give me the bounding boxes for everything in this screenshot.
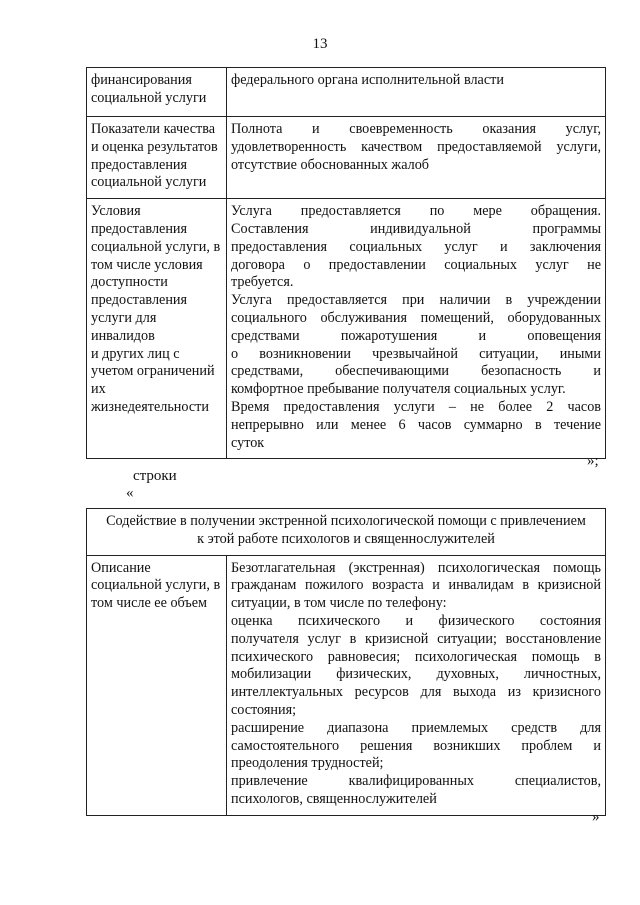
text-line: предоставления <box>91 156 188 173</box>
service-table-1 <box>86 67 606 459</box>
text-line: жизнедеятельности <box>91 398 209 415</box>
text-line: доступности <box>91 274 168 291</box>
text-line: предоставления социальных услуг и заключения <box>231 238 601 255</box>
text-line: социальной услуги, в <box>91 238 221 255</box>
row-label <box>87 555 227 815</box>
text-line: их <box>91 381 106 398</box>
page-number: 13 <box>312 36 328 52</box>
text-line: том числе условия <box>91 256 203 273</box>
text-line: удовлетворенность качеством предоставляемой услуги, <box>231 138 601 155</box>
text-line: Содействие в получении экстренной психологической помощи с привлечением <box>106 513 586 529</box>
text-line: комфортное пребывание получателя социальных услуг. <box>231 381 566 398</box>
table-row <box>87 555 606 815</box>
service-table-2 <box>86 508 606 816</box>
text-line: преодоления трудностей; <box>231 755 384 772</box>
text-line: учетом ограничений <box>91 363 215 380</box>
text-line: суток <box>231 434 265 451</box>
text-line: социальной услуги <box>91 89 207 106</box>
text-line: гражданам пожилого возраста и инвалидам в кризисной <box>231 577 601 594</box>
text-line: социальной услуги <box>91 174 207 191</box>
text-line: средствами, обеспечивающими безопасность и <box>231 363 601 380</box>
table-row <box>87 117 606 199</box>
text-line: средствами пожаротушения и оповещения <box>231 327 601 344</box>
text-line: том числе ее объем <box>91 595 208 612</box>
row-content <box>227 68 606 117</box>
text-line: и других лиц с <box>91 345 180 362</box>
text-line: мобилизации физических, духовных, личностных, <box>231 666 601 683</box>
paragraph <box>231 121 601 174</box>
text-line: Услуга предоставляется по мере обращения. <box>231 203 601 220</box>
paragraph <box>231 560 601 613</box>
text-line: Полнота и своевременность оказания услуг, <box>231 121 601 137</box>
paragraph <box>231 292 601 399</box>
text-line: договора о предоставлении социальных услуг не <box>231 256 601 273</box>
table-caption <box>87 509 606 556</box>
row-content <box>227 117 606 199</box>
text-line: предоставления <box>91 292 188 309</box>
text-line: Условия <box>91 203 141 220</box>
text-line: Безотлагательная (экстренная) психологическая помощь <box>231 559 601 576</box>
text-line: услуги для инвалидов <box>91 309 157 344</box>
text-line: Услуга предоставляется при наличии в учреждении <box>231 292 601 309</box>
table-caption-row <box>87 509 606 556</box>
text-line: получателя услуг в кризисной ситуации; восстановление <box>231 630 601 647</box>
text-line: и оценка результатов <box>91 138 218 155</box>
text-line: непрерывно или менее 6 часов суммарно в течение <box>231 416 601 433</box>
text-line: федерального органа исполнительной власти <box>231 72 504 88</box>
text-line: расширение диапазона приемлемых средств для <box>231 719 601 736</box>
text-line: к этой работе психологов и священнослужителей <box>197 530 495 547</box>
paragraph <box>231 203 601 292</box>
text-line: финансирования <box>91 72 192 88</box>
text-line: Составления индивидуальной программы <box>231 220 601 237</box>
text-line: оценка психического и физического состояния <box>231 612 601 629</box>
closing-quote-1: »; <box>587 453 599 469</box>
table-row <box>87 199 606 459</box>
text-line: Время предоставления услуги – не более 2 часов <box>231 398 601 415</box>
row-label <box>87 199 227 459</box>
text-line: самостоятельного решения возникших проблем и <box>231 737 601 754</box>
text-line: психического равновесия; психологическая помощь в <box>231 648 601 665</box>
opening-quote: « <box>126 485 134 501</box>
text-line: о возникновении чрезвычайной ситуации, иными <box>231 345 601 362</box>
closing-quote-2: » <box>592 809 600 825</box>
row-content <box>227 199 606 459</box>
text-line: состояния; <box>231 701 297 718</box>
text-line: привлечение квалифицированных специалистов, <box>231 773 601 790</box>
paragraph <box>231 399 601 452</box>
text-line: предоставления <box>91 220 188 237</box>
text-line: социального обслуживания помещений, оборудованных <box>231 309 601 326</box>
text-line: ситуации, в том числе по телефону: <box>231 595 447 612</box>
row-content <box>227 555 606 815</box>
paragraph <box>231 773 601 809</box>
text-line: социальной услуги, в <box>91 577 221 594</box>
text-line: требуется. <box>231 274 294 291</box>
paragraph <box>231 720 601 773</box>
text-line: Показатели качества <box>91 121 216 137</box>
table-row <box>87 68 606 117</box>
paragraph <box>231 72 601 90</box>
text-line: Описание <box>91 559 151 576</box>
text-line: психологов, священнослужителей <box>231 790 437 807</box>
text-line: отсутствие обоснованных жалоб <box>231 156 430 173</box>
row-label <box>87 117 227 199</box>
row-label <box>87 68 227 117</box>
text-line: интеллектуальных ресурсов для выхода из кризисного <box>231 684 601 701</box>
paragraph <box>231 613 601 720</box>
strings-word: строки <box>133 468 177 484</box>
